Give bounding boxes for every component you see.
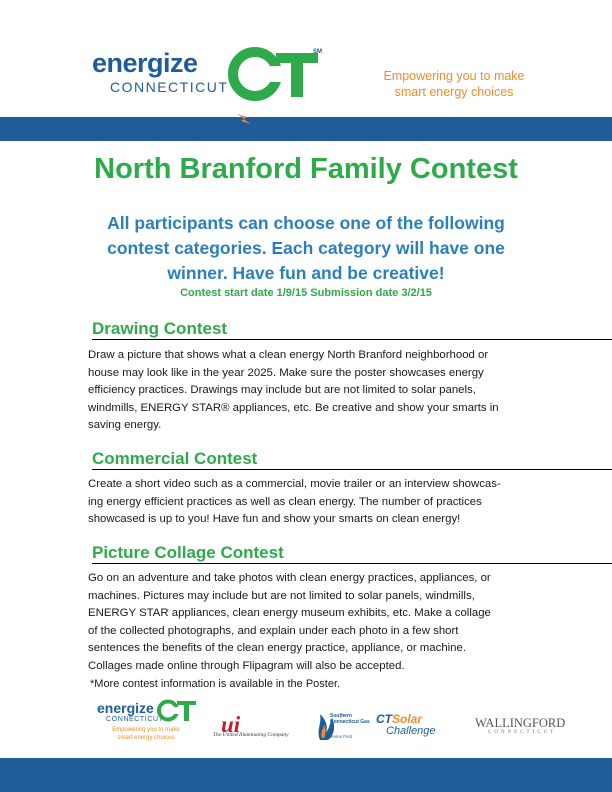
body-line: machines. Pictures may include but are not limited to solar panels, windmills, <box>88 589 475 602</box>
service-mark: SM <box>313 49 322 55</box>
poster-note: *More contest information is available in the Poster. <box>90 678 341 690</box>
energize-logo-state: CONNECTICUT <box>110 79 229 95</box>
intro-line-1: All participants can choose one of the following <box>107 213 505 233</box>
tagline-line-2: smart energy choices <box>394 85 514 99</box>
body-line: sentences the benefits of the clean energy practice, appliance, or machine. <box>88 642 467 655</box>
body-line: Draw a picture that shows what a clean energy North Branford neighborhood or <box>88 349 489 361</box>
header-tagline <box>360 68 548 100</box>
footer-energize-tagline <box>96 726 196 742</box>
intro-line-3: winner. Have fun and be creative! <box>167 263 445 283</box>
energize-logo-word: energize <box>92 48 198 78</box>
body-line: Go on an adventure and take photos with clean energy practices, appliances, or <box>88 572 491 584</box>
scg-name-line-1: Southern <box>330 713 352 719</box>
body-line: house may look like in the year 2025. Make sure the poster showcases energy <box>88 366 484 379</box>
footer-tagline-line-2: smart energy choices <box>117 735 175 741</box>
page-title: North Branford Family Contest <box>94 153 518 185</box>
footer-band <box>0 758 612 792</box>
body-line: Create a short video such as a commercial, movie trailer or an interview showcas- <box>88 478 501 490</box>
body-line: of the collected photographs, and explain under each photo in a few short <box>88 624 459 637</box>
scg-name-line-2: Connecticut Gas <box>330 719 370 725</box>
wallingford-sub: CONNECTICUT <box>488 730 557 735</box>
ct-solar-challenge-logo <box>376 712 422 726</box>
cts-solar: Solar <box>392 712 423 726</box>
contest-dates: Contest start date 1/9/15 Submission date 3/2/15 <box>180 287 432 299</box>
ui-logo: ui <box>221 712 241 737</box>
cts-challenge: Challenge <box>386 725 436 737</box>
body-line: ENERGY STAR appliances, clean energy museum exhibits, etc. Make a collage <box>88 607 491 620</box>
footer-energize-state: CONNECTICUT <box>106 716 164 723</box>
intro-line-2: contest categories. Each category will have one <box>107 238 505 258</box>
ct-logo-icon <box>228 46 320 102</box>
section-divider <box>92 469 612 470</box>
body-line: efficiency practices. Drawings may include but are not limited to solar panels, <box>88 384 476 397</box>
footer-tagline-line-1: Empowering you to make <box>112 727 180 733</box>
footer-ct-logo-icon <box>157 698 197 723</box>
section-divider <box>92 339 612 340</box>
section-body-drawing <box>88 347 528 435</box>
footer-energize-word: energize <box>97 700 154 716</box>
body-line: windmills, ENERGY STAR® appliances, etc. Be creative and show your smarts in <box>88 401 499 414</box>
body-line: saving energy. <box>88 419 162 432</box>
ui-company-name: The United Illuminating Company <box>213 732 289 738</box>
section-divider <box>92 563 612 564</box>
scg-slogan: Service First <box>327 734 353 739</box>
body-line: Collages made online through Flipagram will also be accepted. <box>88 659 405 672</box>
spark-icon <box>233 112 255 126</box>
section-body-commercial <box>88 476 528 529</box>
intro-text <box>96 211 516 286</box>
section-title-drawing: Drawing Contest <box>92 319 228 338</box>
section-body-collage <box>88 570 528 676</box>
body-line: showcased is up to you! Have fun and show your smarts on clean energy! <box>88 513 461 526</box>
body-line: ing energy efficient practices as well as clean energy. The number of practices <box>88 495 482 508</box>
section-title-collage: Picture Collage Contest <box>92 543 284 562</box>
section-title-commercial: Commercial Contest <box>92 449 258 468</box>
tagline-line-1: Empowering you to make <box>383 69 525 83</box>
wallingford-logo: WALLINGFORD <box>475 716 566 730</box>
header-band <box>0 117 612 141</box>
cts-ct: CT <box>376 712 392 726</box>
